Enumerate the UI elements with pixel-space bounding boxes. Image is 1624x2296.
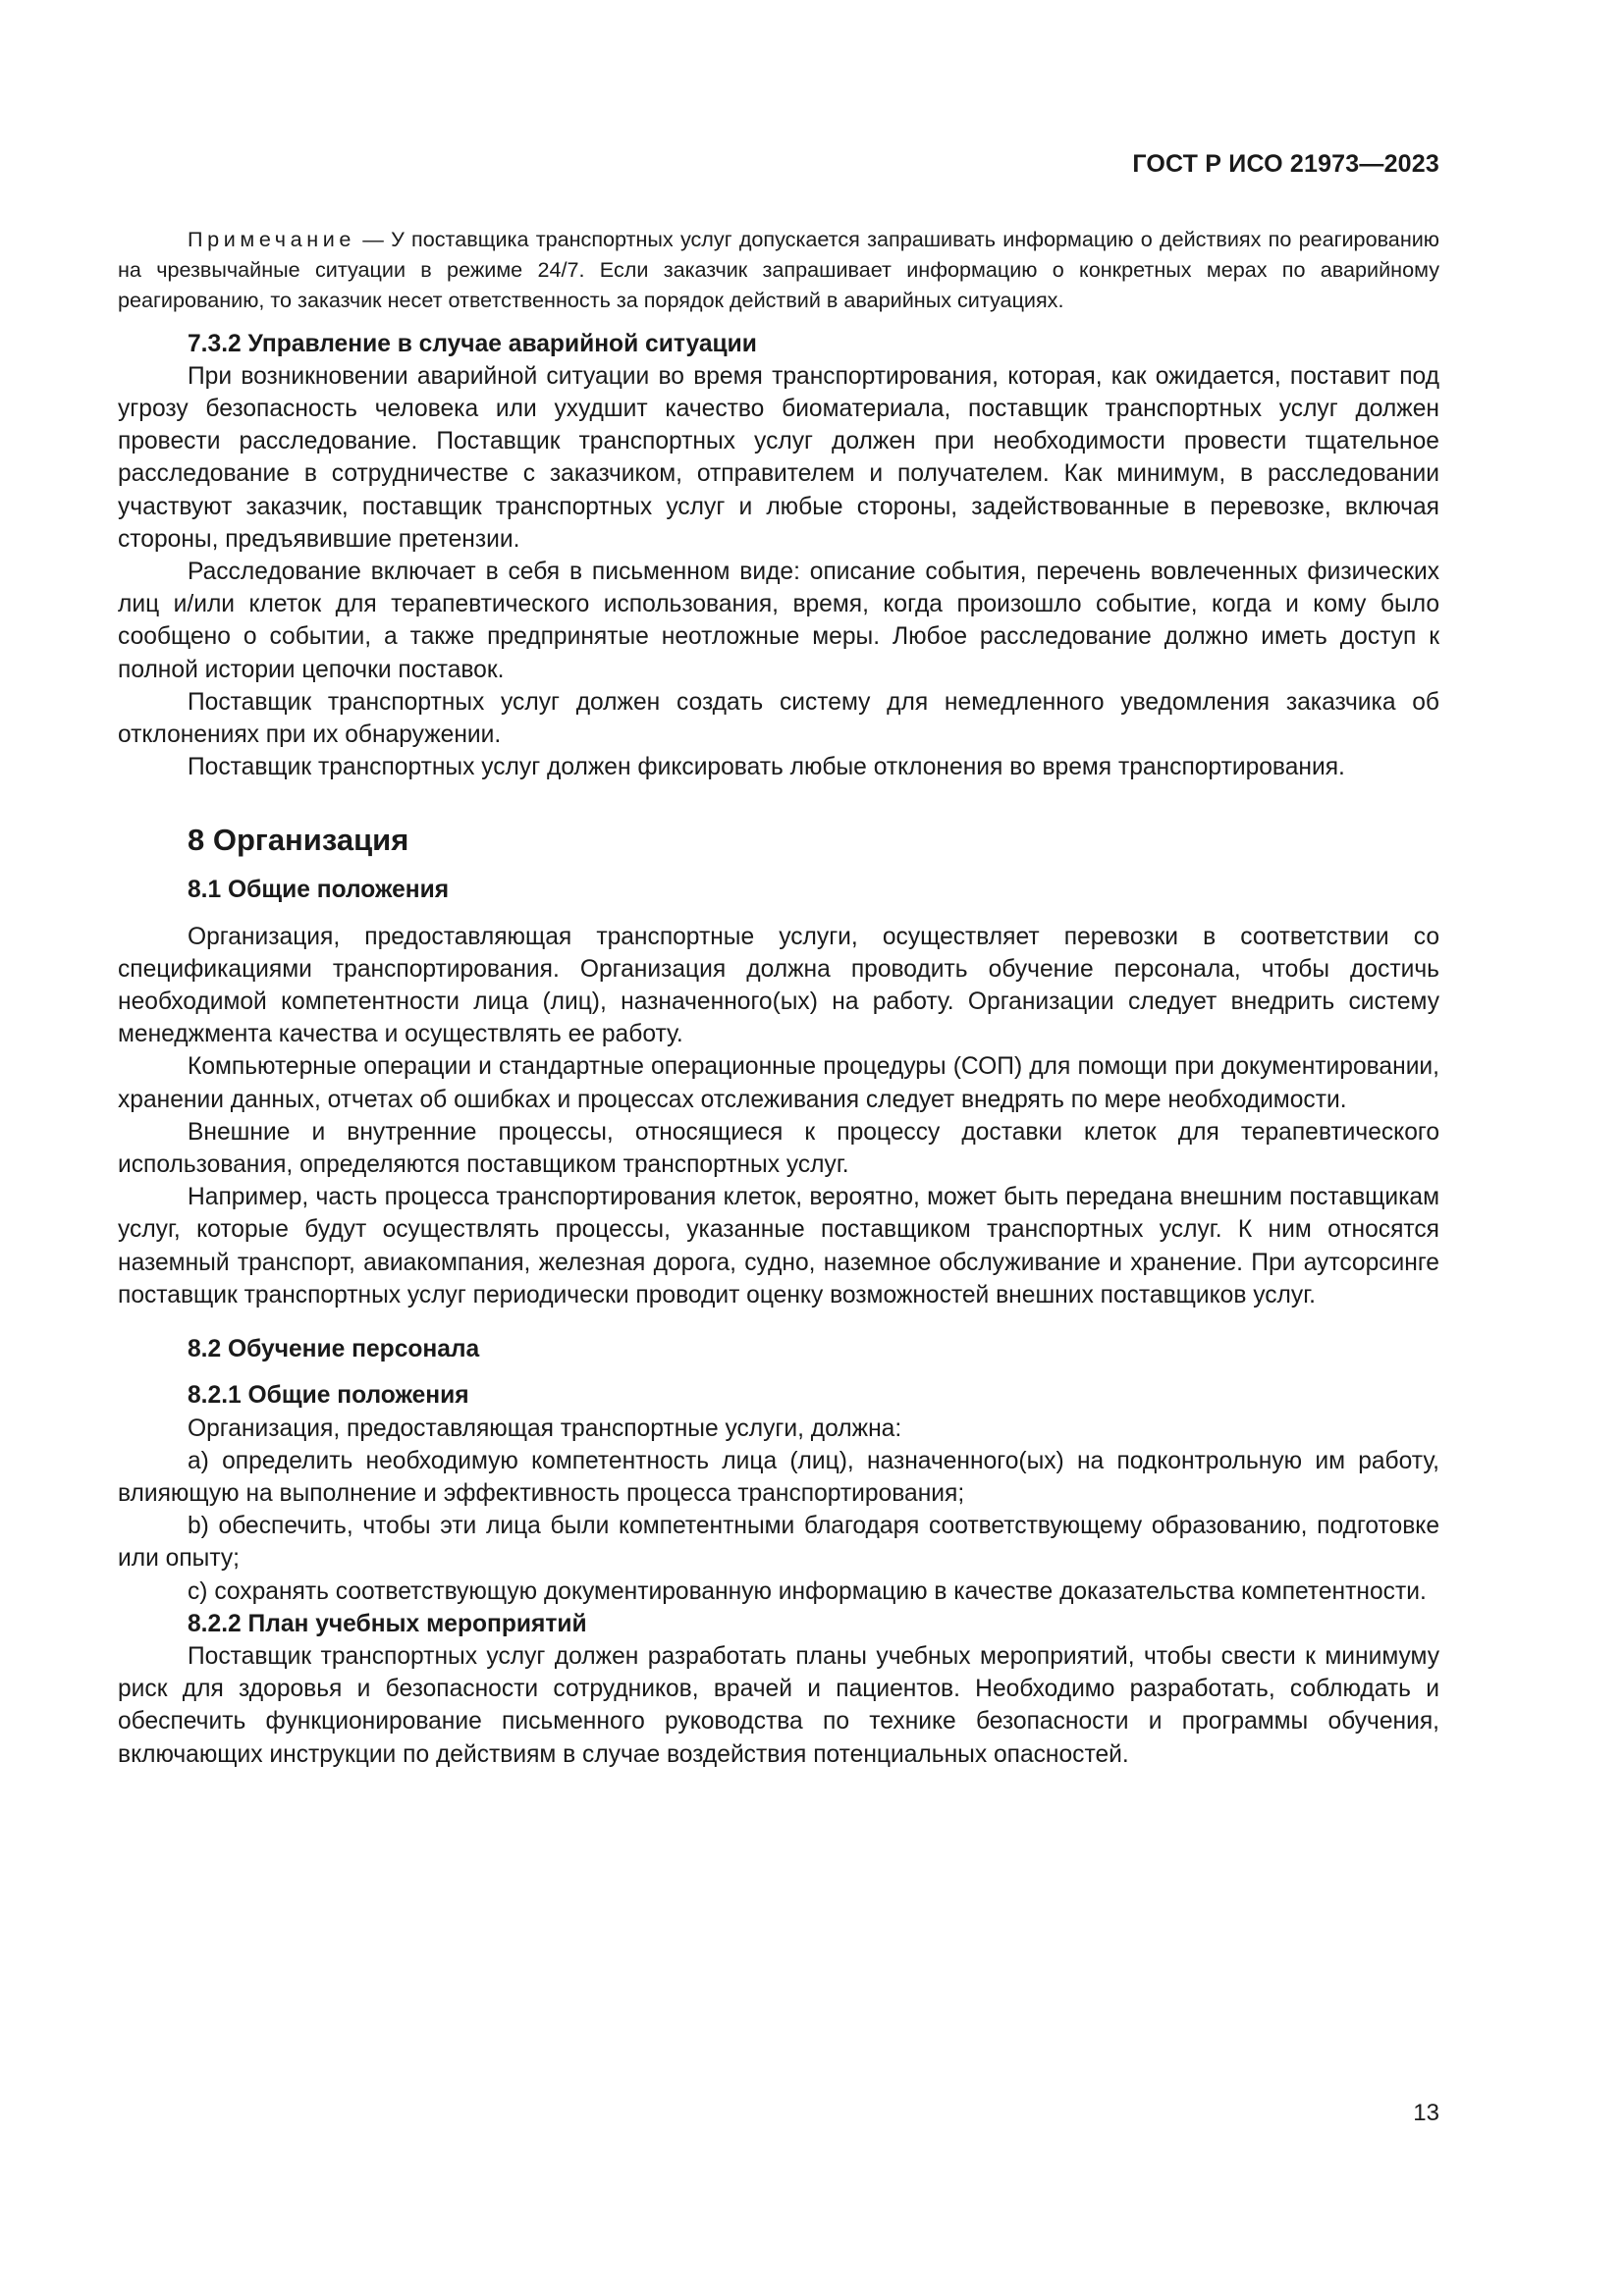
section-8-1-paragraph-4: Например, часть процесса транспортирования клеток, вероятно, может быть передана внешним поставщикам услуг, которые будут осуществлять процессы, указанные поставщиком транспортных услуг. К ним относятся наземный транспорт, авиакомпания, железная дорога, судно, наземное обслуживание и хранение. При аутсорсинге поставщик транспортных услуг периодически проводит оценку возможностей внешних поставщиков услуг.: [118, 1184, 1439, 1308]
section-7-3-2-paragraph-1: При возникновении аварийной ситуации во время транспортирования, которая, как ожидается, поставит под угрозу безопасность человека или ухудшит качество биоматериала, поставщик транспортных услуг должен провести расследование. Поставщик транспортных услуг должен при необходимости провести тщательное расследование в сотрудничестве с заказчиком, отправителем и получателем. Как минимум, в расследовании участвуют заказчик, поставщик транспортных услуг и любые стороны, задействованные в перевозке, включая стороны, предъявившие претензии.: [118, 362, 1439, 553]
document-code-header: ГОСТ Р ИСО 21973—2023: [1132, 150, 1439, 178]
section-7-3-2-paragraph-2: Расследование включает в себя в письменном виде: описание события, перечень вовлеченных физических лиц и/или клеток для терапевтического использования, время, когда произошло событие, когда и кому было сообщено о событии, а также предпринятые неотложные меры. Любое расследование должно иметь доступ к полной истории цепочки поставок.: [118, 559, 1439, 683]
section-8-heading: 8 Организация: [188, 823, 409, 858]
section-8-2-1-list-item-c: c) сохранять соответствующую документированную информацию в качестве доказательства компетентности.: [188, 1577, 1427, 1605]
section-8-2-1-paragraph-1: Организация, предоставляющая транспортные услуги, должна:: [188, 1415, 902, 1442]
section-8-2-2-paragraph-1: Поставщик транспортных услуг должен разработать планы учебных мероприятий, чтобы свести к минимуму риск для здоровья и безопасности сотрудников, врачей и пациентов. Необходимо разработать, соблюдать и обеспечить функционирование письменного руководства по технике безопасности и программы обучения, включающих инструкции по действиям в случае воздействия потенциальных опасностей.: [118, 1642, 1439, 1768]
section-8-1-paragraph-1: Организация, предоставляющая транспортные услуги, осуществляет перевозки в соответствии со спецификациями транспортирования. Организация должна проводить обучение персонала, чтобы достичь необходимой компетентности лица (лиц), назначенного(ых) на работу. Организации следует внедрить систему менеджмента качества и осуществлять ее работу.: [118, 923, 1439, 1048]
section-8-2-heading: 8.2 Обучение персонала: [188, 1336, 480, 1363]
section-8-2-1-heading: 8.2.1 Общие положения: [188, 1382, 469, 1410]
document-body: [118, 224, 1439, 1771]
section-8-2-1-list-item-b: b) обеспечить, чтобы эти лица были компетентными благодаря соответствующему образованию, подготовке или опыту;: [118, 1513, 1439, 1573]
section-7-3-2-heading: 7.3.2 Управление в случае аварийной ситуации: [188, 330, 757, 357]
section-7-3-2-paragraph-4: Поставщик транспортных услуг должен фиксировать любые отклонения во время транспортирования.: [188, 754, 1345, 781]
section-8-1-heading: 8.1 Общие положения: [188, 877, 450, 904]
section-8-2-1-list-item-a: a) определить необходимую компетентность лица (лиц), назначенного(ых) на подконтрольную им работу, влияющую на выполнение и эффективность процесса транспортирования;: [118, 1447, 1439, 1507]
section-8-2-2-heading: 8.2.2 План учебных мероприятий: [188, 1610, 587, 1637]
note-label: Примечание: [188, 227, 355, 251]
note-paragraph: [118, 224, 1439, 316]
section-8-1-paragraph-2: Компьютерные операции и стандартные операционные процедуры (СОП) для помощи при документировании, хранении данных, отчетах об ошибках и процессах отслеживания следует внедрять по мере необходимости.: [118, 1053, 1439, 1113]
section-8-1-paragraph-3: Внешние и внутренние процессы, относящиеся к процессу доставки клеток для терапевтического использования, определяются поставщиком транспортных услуг.: [118, 1118, 1439, 1179]
section-7-3-2-paragraph-3: Поставщик транспортных услуг должен создать систему для немедленного уведомления заказчика об отклонениях при их обнаружении.: [118, 688, 1439, 749]
note-text: — У поставщика транспортных услуг допускается запрашивать информацию о действиях по реагированию на чрезвычайные ситуации в режиме 24/7. Если заказчик запрашивает информацию о конкретных мерах по аварийному реагированию, то заказчик несет ответственность за порядок действий в аварийных ситуациях.: [118, 227, 1439, 313]
page-number: 13: [1413, 2100, 1439, 2126]
